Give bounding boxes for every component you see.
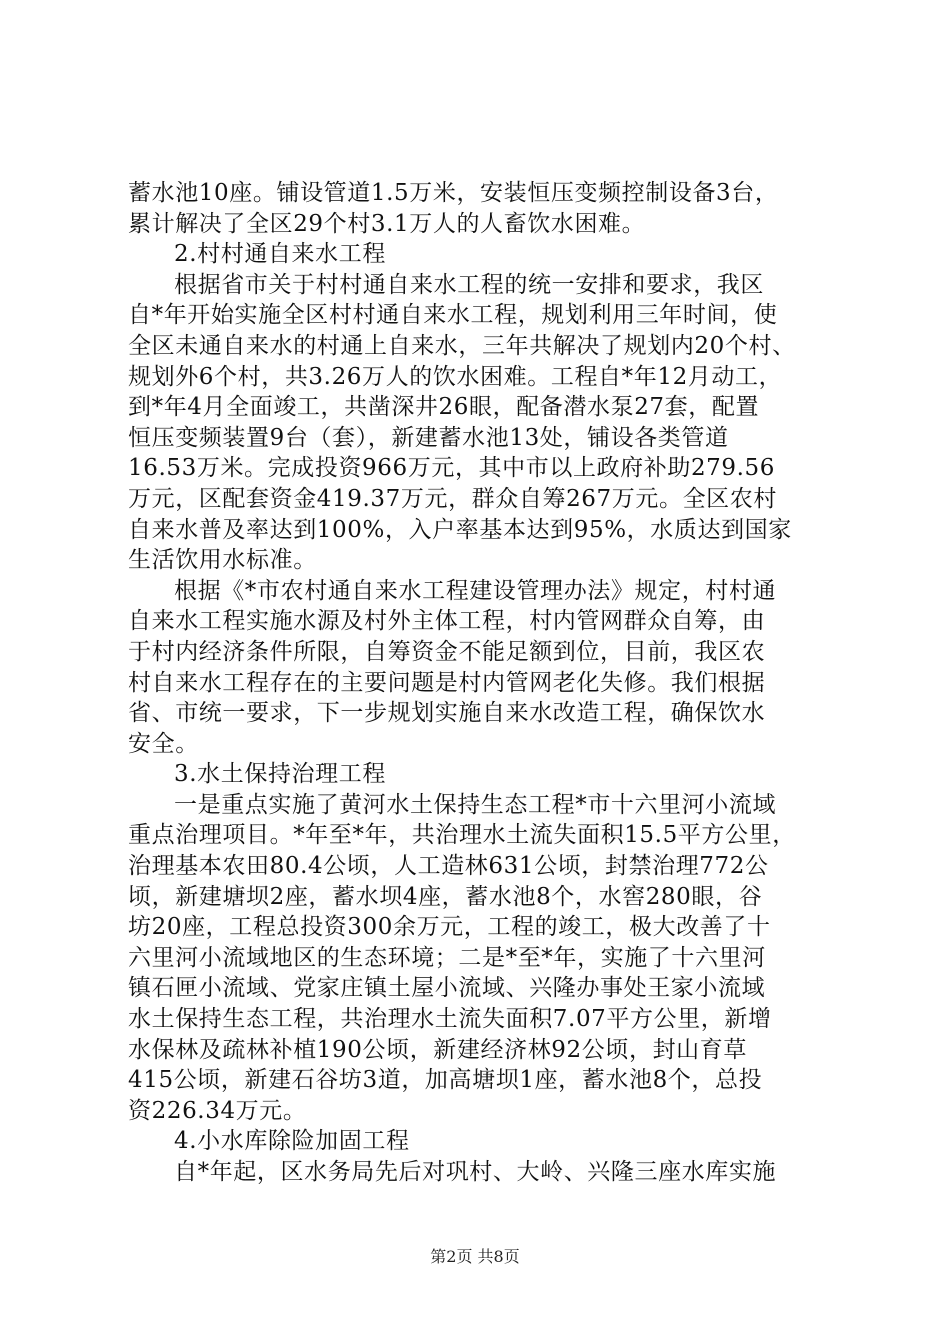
- text-line: 恒压变频装置9台（套），新建蓄水池13处，铺设各类管道: [128, 424, 729, 451]
- document-body: [128, 178, 828, 1188]
- text-line: 到*年4月全面竣工，共凿深井26眼，配备潜水泵27套，配置: [128, 394, 760, 421]
- text-line: 顷，新建塘坝2座，蓄水坝4座，蓄水池8个，水窖280眼，谷: [128, 883, 763, 910]
- text-line: 安全。: [128, 730, 199, 757]
- text-line: 规划外6个村，共3.26万人的饮水困难。工程自*年12月动工，: [128, 363, 783, 390]
- text-line: 生活饮用水标准。: [128, 547, 317, 574]
- text-line: 于村内经济条件所限，自筹资金不能足额到位，目前，我区农: [128, 638, 766, 665]
- text-line: 蓄水池10座。铺设管道1.5万米，安装恒压变频控制设备3台，: [128, 180, 779, 206]
- text-line: 自来水工程实施水源及村外主体工程，村内管网群众自筹，由: [128, 608, 766, 635]
- text-line: 415公顷，新建石谷坊3道，加高塘坝1座，蓄水池8个，总投: [128, 1067, 763, 1094]
- text-line: 全区未通自来水的村通上自来水，三年共解决了规划内20个村、: [128, 332, 796, 359]
- text-line: 自*年起，区水务局先后对巩村、大岭、兴隆三座水库实施: [174, 1159, 777, 1185]
- text-line: 水土保持生态工程，共治理水土流失面积7.07平方公里，新增: [128, 1006, 772, 1033]
- section-heading: 3.水土保持治理工程: [174, 761, 386, 788]
- section-heading: 2.村村通自来水工程: [174, 241, 386, 268]
- text-line: 镇石匣小流域、党家庄镇土屋小流域、兴隆办事处王家小流域: [128, 975, 766, 1002]
- text-line: 六里河小流域地区的生态环境；二是*至*年，实施了十六里河: [128, 944, 766, 971]
- text-line: 治理基本农田80.4公顷，人工造林631公顷，封禁治理772公: [128, 853, 769, 880]
- text-line: 自来水普及率达到100%，入户率基本达到95%，水质达到国家: [128, 516, 792, 543]
- page-footer: 第2页 共8页: [430, 1247, 520, 1266]
- text-line: 重点治理项目。*年至*年，共治理水土流失面积15.5平方公里，: [128, 822, 796, 849]
- text-line: 资226.34万元。: [128, 1097, 307, 1124]
- text-line: 一是重点实施了黄河水土保持生态工程*市十六里河小流域: [174, 791, 777, 818]
- text-line: 自*年开始实施全区村村通自来水工程，规划利用三年时间，使: [128, 302, 778, 329]
- text-line: 村自来水工程存在的主要问题是村内管网老化失修。我们根据: [128, 669, 766, 696]
- text-line: 根据《*市农村通自来水工程建设管理办法》规定，村村通: [174, 577, 777, 604]
- text-line: 累计解决了全区29个村3.1万人的人畜饮水困难。: [128, 210, 646, 237]
- text-line: 万元，区配套资金419.37万元，群众自筹267万元。全区农村: [128, 485, 777, 512]
- section-heading: 4.小水库除险加固工程: [174, 1128, 410, 1155]
- text-line: 16.53万米。完成投资966万元，其中市以上政府补助279.56: [128, 455, 776, 482]
- text-line: 水保林及疏林补植190公顷，新建经济林92公顷，封山育草: [128, 1036, 747, 1063]
- text-line: 根据省市关于村村通自来水工程的统一安排和要求，我区: [174, 271, 764, 298]
- text-line: 坊20座，工程总投资300余万元，工程的竣工，极大改善了十: [128, 914, 771, 941]
- text-line: 省、市统一要求，下一步规划实施自来水改造工程，确保饮水: [128, 700, 766, 727]
